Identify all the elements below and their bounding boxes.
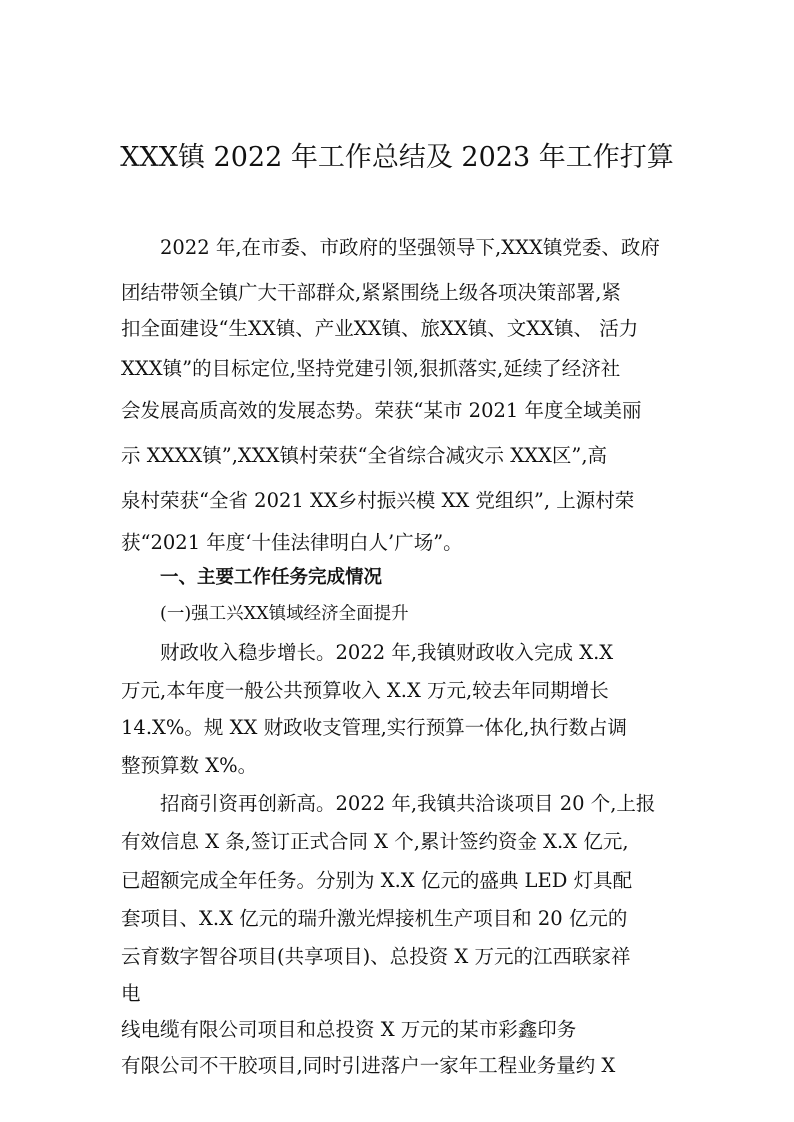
paragraph-line: 获“2021 年度‘十佳法律明白人’广场”。	[121, 531, 463, 554]
paragraph-line: 有效信息 X 条,签订正式合同 X 个,累计签约资金 X.X 亿元,	[121, 830, 629, 853]
paragraph-line: 套项目、X.X 亿元的瑞升激光焊接机生产项目和 20 亿元的	[121, 907, 628, 930]
document-title: XXX镇 2022 年工作总结及 2023 年工作打算	[120, 142, 674, 173]
subsection-heading: (一)强工兴XX镇域经济全面提升	[160, 604, 409, 624]
paragraph-line: 团结带领全镇广大干部群众,紧紧围绕上级各项决策部署,紧	[121, 281, 621, 304]
paragraph-line: 整预算数 X%。	[121, 754, 258, 777]
paragraph-line: 已超额完成全年任务。分别为 X.X 亿元的盛典 LED 灯具配	[121, 869, 633, 892]
paragraph-line: 扣全面建设“生XX镇、产业XX镇、旅XX镇、文XX镇、 活力	[121, 317, 639, 340]
paragraph-line: 财政收入稳步增长。2022 年,我镇财政收入完成 X.X	[160, 641, 614, 664]
paragraph-line: 有限公司不干胶项目,同时引进落户一家年工程业务量约 X	[121, 1054, 616, 1077]
paragraph-line: 招商引资再创新高。2022 年,我镇共洽谈项目 20 个,上报	[160, 792, 656, 815]
paragraph-line: XXX镇”的目标定位,坚持党建引领,狠抓落实,延续了经济社	[121, 357, 621, 380]
paragraph-line: 云育数字智谷项目(共享项目)、总投资 X 万元的江西联家祥	[121, 945, 631, 968]
paragraph-line: 会发展高质高效的发展态势。荣获“某市 2021 年度全域美丽	[121, 399, 642, 422]
paragraph-line: 2022 年,在市委、市政府的坚强领导下,XXX镇党委、政府	[160, 236, 660, 259]
paragraph-line: 泉村荣获“全省 2021 XX乡村振兴模 XX 党组织”, 上源村荣	[121, 489, 635, 512]
section-heading: 一、主要工作任务完成情况	[160, 567, 383, 588]
paragraph-line: 14.X%。规 XX 财政收支管理,实行预算一体化,执行数占调	[121, 716, 627, 739]
paragraph-line: 线电缆有限公司项目和总投资 X 万元的某市彩鑫印务	[121, 1018, 577, 1041]
paragraph-line: 电	[121, 982, 141, 1005]
paragraph-line: 万元,本年度一般公共预算收入 X.X 万元,较去年同期增长	[121, 679, 609, 702]
paragraph-line: 示 XXXX镇”,XXX镇村荣获“全省综合减灾示 XXX区”,高	[121, 444, 608, 467]
